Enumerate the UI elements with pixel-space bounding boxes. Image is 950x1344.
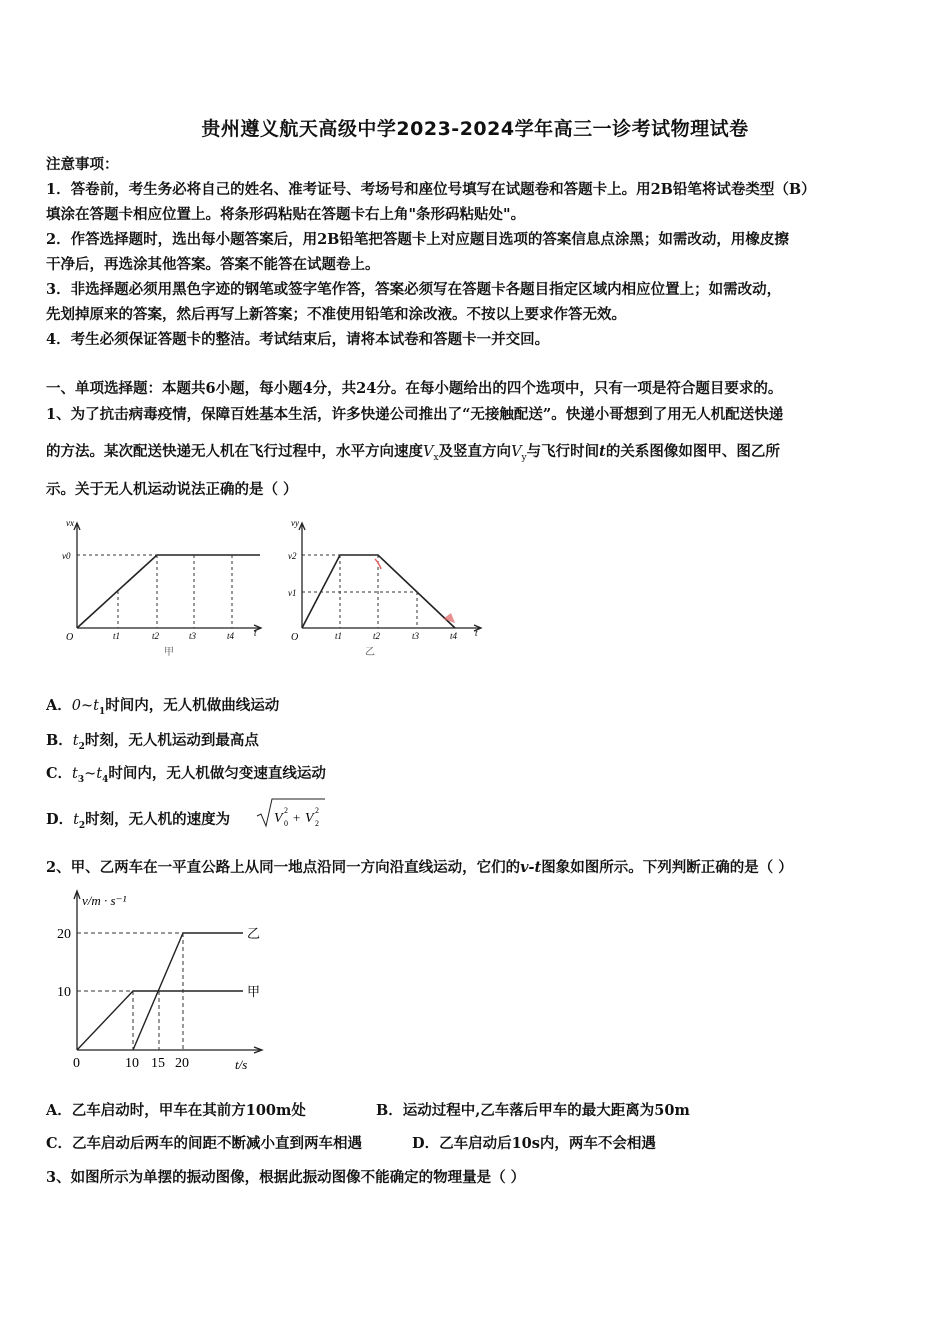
graph-yi-origin: O — [291, 632, 299, 643]
graph-yi — [285, 515, 490, 660]
q1-option-d-formula — [255, 796, 327, 830]
graph-q2-x-10: 10 — [125, 1056, 139, 1071]
graph-jia-t4: t4 — [227, 631, 235, 641]
svg-text:+: + — [293, 810, 301, 825]
graph-yi-t4: t4 — [450, 631, 458, 641]
notice-line-4: 干净后，再选涂其他答案。答案不能答在试题卷上。 — [46, 256, 380, 273]
q2-option-c[interactable]: C．乙车启动后两车的间距不断减小直到两车相遇 — [46, 1135, 363, 1152]
graph-yi-y-label: vy — [291, 518, 299, 528]
graph-jia-t2: t2 — [152, 631, 160, 641]
svg-text:0: 0 — [284, 819, 288, 828]
graph-yi-v2: v2 — [288, 551, 297, 561]
graph-yi-t3: t3 — [412, 631, 420, 641]
q2-option-b[interactable]: B．运动过程中,乙车落后甲车的最大距离为50m — [376, 1102, 690, 1119]
notice-line-5: 3．非选择题必须用黑色字迹的钢笔或签字笔作答，答案必须写在答题卡各题目指定区域内相应位置上；如需改动， — [46, 281, 782, 298]
notice-line-6: 先划掉原来的答案，然后再写上新答案；不准使用铅笔和涂改液。不按以上要求作答无效。 — [46, 306, 626, 323]
q2-option-d[interactable]: D．乙车启动后10s内，两车不会相遇 — [412, 1135, 656, 1152]
graph-q2-y-10: 10 — [57, 985, 71, 1000]
svg-text:2: 2 — [315, 819, 319, 828]
graph-jia-y-label: vx — [66, 518, 74, 528]
svg-text:2: 2 — [315, 806, 319, 815]
graph-q2-vt — [55, 885, 275, 1075]
q1-stem-line-1: 1、为了抗击病毒疫情，保障百姓基本生活，许多快递公司推出了“无接触配送”。快递小哥想到了用无人机配送快递 — [46, 406, 784, 423]
graph-jia-t3: t3 — [189, 631, 197, 641]
page-title: 贵州遵义航天高级中学2023-2024学年高三一诊考试物理试卷 — [201, 118, 749, 140]
graph-jia-caption: 甲 — [164, 647, 174, 658]
q2-option-a[interactable]: A．乙车启动时，甲车在其前方100m处 — [46, 1102, 306, 1119]
graph-jia-t-label: t — [254, 628, 257, 638]
graph-q2-x-0: 0 — [73, 1056, 80, 1071]
notice-line-1: 1．答卷前，考生务必将自己的姓名、准考证号、考场号和座位号填写在试题卷和答题卡上。用2B铅笔将试卷类型（B） — [46, 181, 816, 198]
q1-option-a[interactable]: A．$0\sim t_1$时间内，无人机做曲线运动 — [46, 697, 280, 717]
graph-yi-t-label: t — [475, 628, 478, 638]
svg-text:V: V — [305, 811, 314, 826]
notice-line-2: 填涂在答题卡相应位置上。将条形码粘贴在答题卡右上角"条形码粘贴处"。 — [46, 206, 526, 223]
graph-q2-y-label: v/m · s⁻¹ — [82, 893, 127, 908]
q1-option-b[interactable]: B．$t_2$时刻，无人机运动到最高点 — [46, 732, 259, 752]
graph-yi-t2: t2 — [373, 631, 381, 641]
section-heading: 一、单项选择题：本题共6小题，每小题4分，共24分。在每小题给出的四个选项中，只有一项是符合题目要求的。 — [46, 380, 783, 397]
graph-jia — [60, 515, 275, 660]
graph-q2-x-label: t/s — [235, 1057, 248, 1072]
graph-q2-label-yi: 乙 — [247, 926, 261, 941]
graph-q2-x-20: 20 — [175, 1056, 189, 1071]
graph-yi-v1: v1 — [288, 588, 297, 598]
graph-q2-line-jia — [77, 991, 243, 1050]
q1-option-c[interactable]: C．$t_3\sim t_4$时间内，无人机做匀变速直线运动 — [46, 765, 326, 785]
svg-text:V: V — [274, 811, 283, 826]
q3-stem: 3、如图所示为单摆的振动图像，根据此振动图像不能确定的物理量是（ ） — [46, 1169, 526, 1186]
graph-yi-t1: t1 — [335, 631, 343, 641]
graph-jia-curve — [77, 555, 260, 628]
graph-jia-t1: t1 — [113, 631, 121, 641]
q1-option-d[interactable]: D．$t_2$时刻，无人机的速度为 — [46, 811, 231, 831]
notice-heading: 注意事项： — [46, 156, 119, 173]
svg-text:2: 2 — [284, 806, 288, 815]
graph-q2-label-jia: 甲 — [247, 984, 261, 999]
graph-yi-caption: 乙 — [365, 647, 375, 658]
q1-stem-line-3: 示。关于无人机运动说法正确的是（ ） — [46, 481, 298, 498]
graph-q2-y-20: 20 — [57, 927, 71, 942]
graph-jia-v0: v0 — [62, 551, 71, 561]
q1-stem-line-2: 的方法。某次配送快递无人机在飞行过程中，水平方向速度$V_x$及竖直方向$V_y$与飞行时间t的关系图像如图甲、图乙所 — [46, 443, 780, 463]
notice-line-7: 4．考生必须保证答题卡的整洁。考试结束后，请将本试卷和答题卡一并交回。 — [46, 331, 550, 348]
q2-stem: 2、甲、乙两车在一平直公路上从同一地点沿同一方向沿直线运动，它们的v-t图象如图所示。下列判断正确的是（ ） — [46, 859, 793, 876]
graph-jia-origin: O — [66, 632, 74, 643]
notice-line-3: 2．作答选择题时，选出每小题答案后，用2B铅笔把答题卡上对应题目选项的答案信息点涂黑；如需改动，用橡皮擦 — [46, 231, 789, 248]
graph-q2-x-15: 15 — [151, 1056, 165, 1071]
